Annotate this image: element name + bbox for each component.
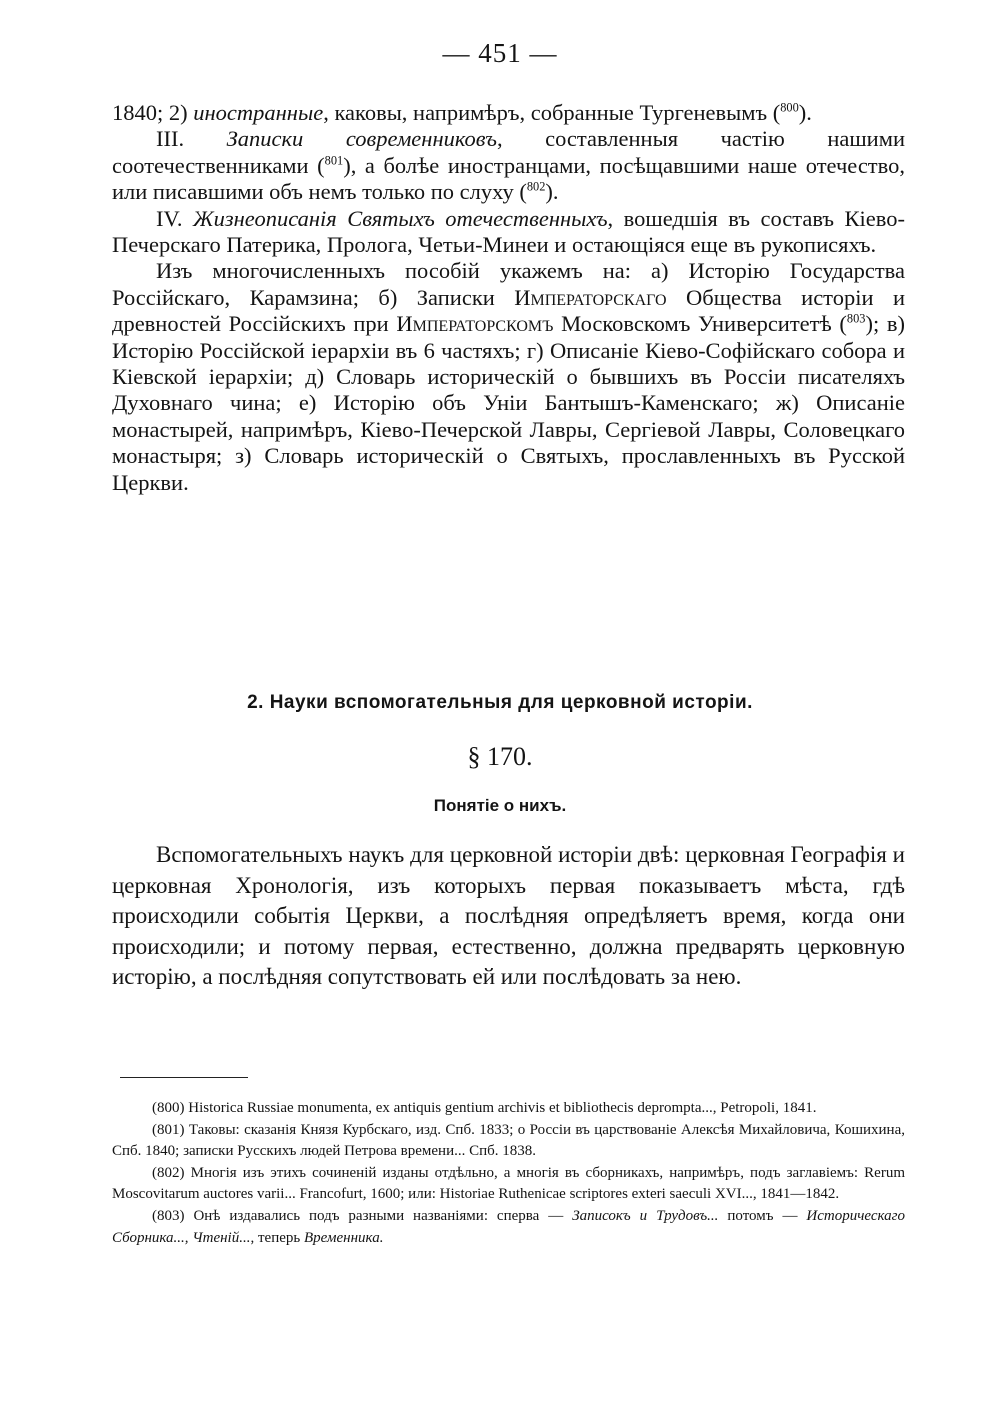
footnote-mark: (802) — [152, 1164, 185, 1181]
footnote-mark: (801) — [152, 1121, 185, 1138]
footnote-ref-800[interactable]: 800 — [780, 100, 799, 115]
list-item-4: IV. Жизнеописанія Святыхъ отечественныхъ, вошедшія въ составъ Кіево-Печерскаго Патерика, Пролога, Четьи-Минеи и остающіяся еще въ рукописяхъ. — [112, 205, 905, 258]
footnote-801: (801) Таковы: сказанія Князя Курбскаго, изд. Спб. 1833; о Россіи въ царствованіе Алексѣя Михайловича, Кошихина, Спб. 1840; записки Русскихъ людей Петрова времени... Спб. 1838. — [112, 1121, 905, 1160]
section-heading: 2. Науки вспомогательныя для церковной исторіи. — [247, 692, 753, 713]
list-item-2: 1840; 2) иностранные, каковы, напримѣръ, собранные Тургеневымъ ($^{800}$). — [112, 100, 812, 125]
footnote-mark: (803) — [152, 1207, 185, 1224]
footnote-ref-802[interactable]: 802 — [526, 179, 546, 194]
paragraph-number: § 170. — [467, 742, 533, 771]
upper-text-block — [112, 100, 905, 496]
footnote-ref-801[interactable]: 801 — [324, 153, 344, 168]
subheading: Понятіе о нихъ. — [433, 796, 567, 815]
footnote-mark: (800) — [152, 1100, 185, 1116]
list-item-3: III. Записки современниковъ, составленныя частію нашими соотечественниками ($^{801}$), а болѣе иностранцами, посѣщавшими наше отечество, или писавшими объ немъ только по слуху ($^{802}$). — [112, 126, 905, 205]
main-text-block — [112, 840, 905, 993]
footnote-ref-803[interactable]: 803 — [846, 311, 866, 326]
footnote-separator — [120, 1077, 248, 1078]
sources-paragraph: Изъ многочисленныхъ пособій укажемъ на: а) Исторію Государства Россійскаго, Карамзина; б) Записки Императорскаго Общества исторіи и древностей Россійскихъ при Императорскомъ Московскомъ Университетѣ ($^{803}$); в) Исторію Россійской іерархіи въ 6 частяхъ; г) Описаніе Кіево-Софійскаго собора и Кіевской іерархіи; д) Словарь историческій о бывшихъ въ Россіи писателяхъ Духовнаго чина; е) Исторію объ Уніи Бантышъ-Каменскаго; ж) Описаніе монастырей, напримѣръ, Кіево-Печерской Лавры, Сергіевой Лавры, Соловецкаго монастыря; з) Словарь историческій о Святыхъ, прославленныхъ въ Русской Церкви. — [112, 258, 905, 495]
page-number: — 451 — — [442, 38, 558, 68]
footnote-803: (803) Онѣ издавались подъ разными названіями: сперва — Записокъ и Трудовъ... потомъ — Историческаго Сборника..., Чтеній..., теперь Временника. — [112, 1207, 905, 1246]
footnotes — [112, 1098, 905, 1249]
footnote-802: (802) Многія изъ этихъ сочиненій изданы отдѣльно, а многія въ сборникахъ, напримѣръ, подъ заглавіемъ: Rerum Moscovitarum auctores varii... Francofurt, 1600; или: Historiae Ruthenicae scriptores exteri saeculi XVI..., 1841—1842. — [112, 1164, 905, 1203]
footnote-800: (800) Historica Russiae monumenta, ex antiquis gentium archivis et bibliothecis deprompta..., Petropoli, 1841. — [152, 1100, 817, 1116]
main-paragraph: Вспомогательныхъ наукъ для церковной исторіи двѣ: церковная Географія и церковная Хронологія, изъ которыхъ первая показываетъ мѣста, гдѣ происходили событія Церкви, а послѣдняя опредѣляетъ время, когда они происходили; и потому первая, естественно, должна предварять церковную исторію, а послѣдняя сопутствовать ей или послѣдовать за нею. — [112, 842, 905, 989]
